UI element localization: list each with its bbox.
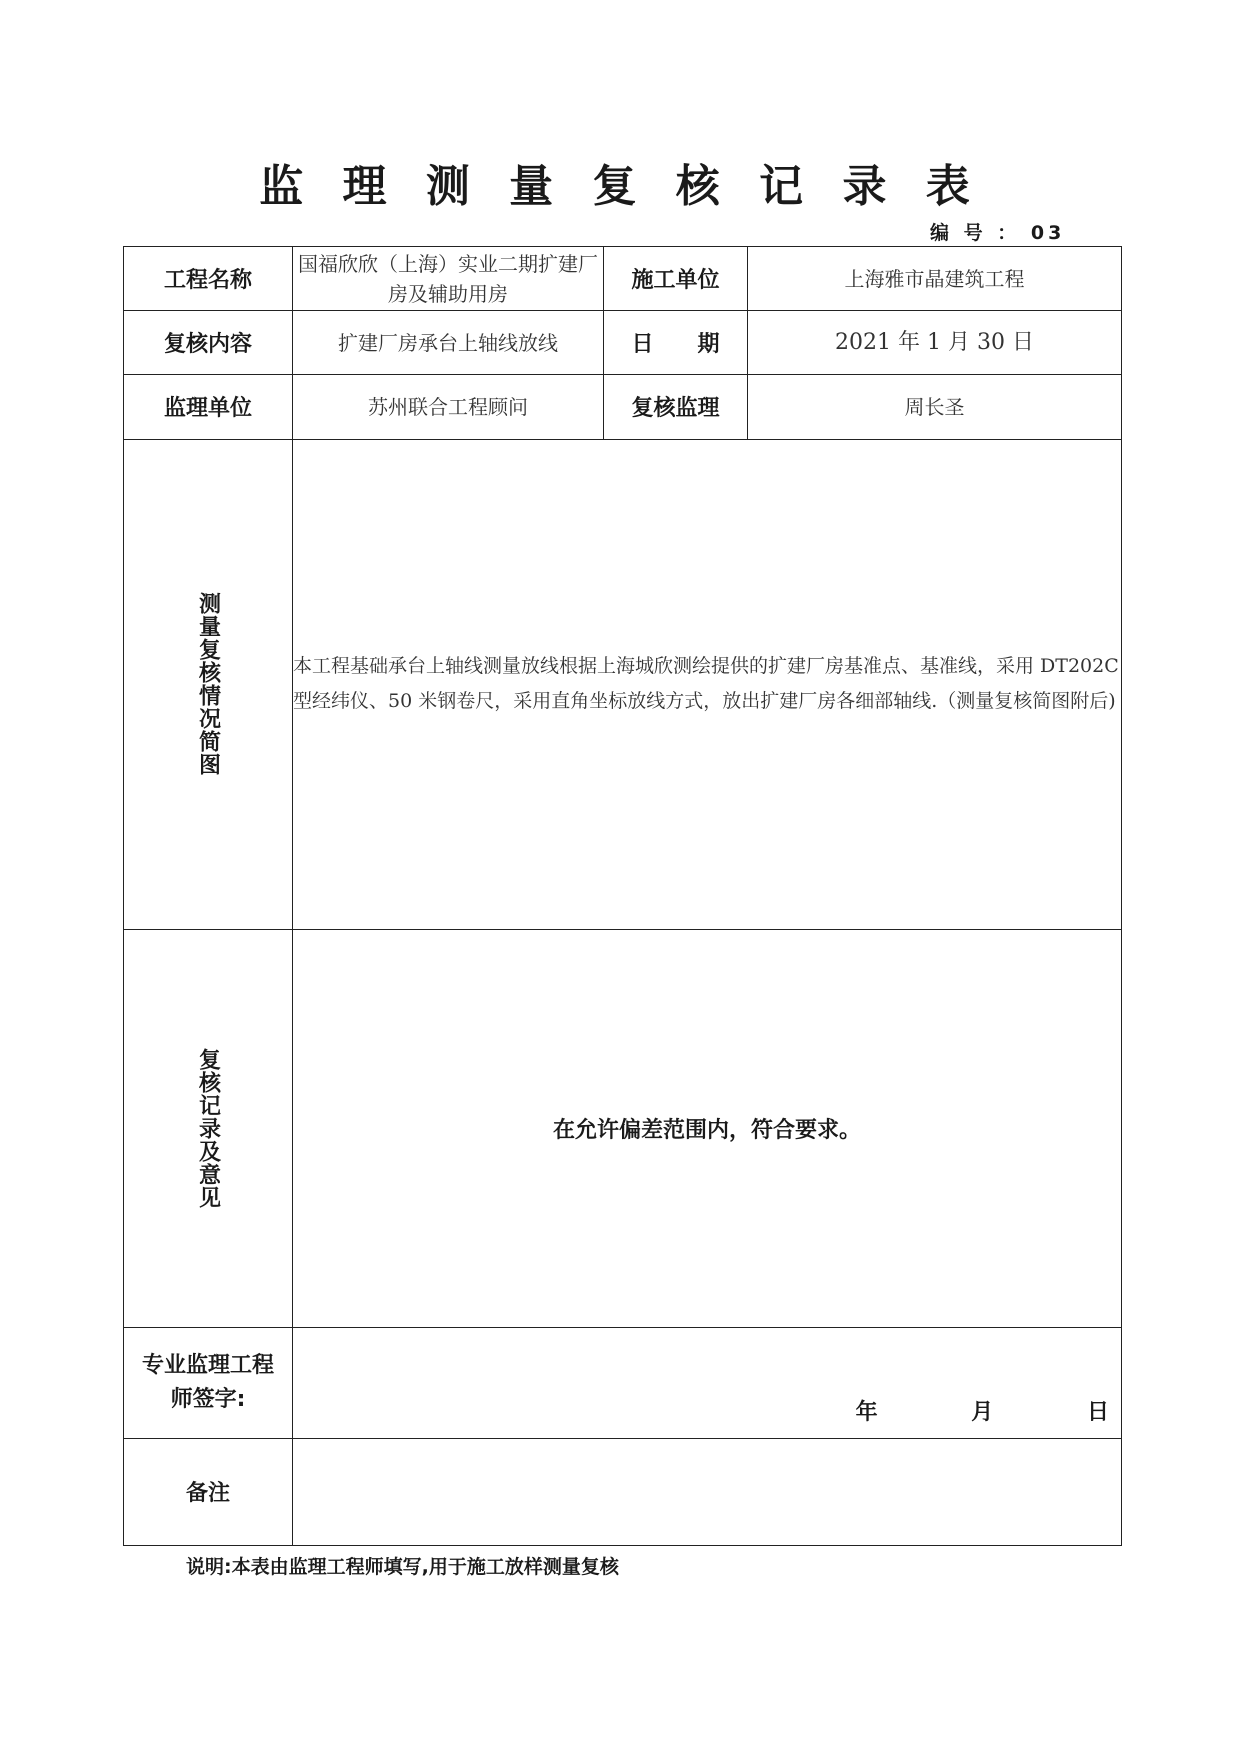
review-content-value: 扩建厂房承台上轴线放线 [293,311,604,375]
contractor-value: 上海雅市晶建筑工程 [748,247,1122,311]
signature-day: 日 [1086,1399,1109,1425]
date-value: 2021 年 1 月 30 日 [748,311,1122,375]
remarks-value [293,1438,1122,1545]
reviewer-value: 周长圣 [748,375,1122,439]
signature-cell [293,1328,1122,1438]
survey-label-cell [124,439,293,930]
review-content-label: 复核内容 [124,311,293,375]
signature-label: 专业监理工程师签字: [124,1328,293,1438]
project-name-value: 国福欣欣（上海）实业二期扩建厂房及辅助用房 [293,247,604,311]
project-name-label: 工程名称 [124,247,293,311]
survey-description: 本工程基础承台上轴线测量放线根据上海城欣测绘提供的扩建厂房基准点、基准线，采用 DT202C 型经纬仪、50 米钢卷尺，采用直角坐标放线方式，放出扩建厂房各细部轴线.（测量复核简图附后) [293,439,1122,930]
supervisor-unit-value: 苏州联合工程顾问 [293,375,604,439]
row-project [124,247,1122,311]
serial-number: 编 号 ： 03 [930,222,1066,244]
row-signature [124,1328,1122,1438]
supervisor-unit-label: 监理单位 [124,375,293,439]
signature-date [810,1395,1109,1426]
row-review-content [124,311,1122,375]
survey-label: 测量复核情况简图 [195,592,221,777]
signature-month: 月 [971,1399,994,1425]
signature-year: 年 [855,1399,878,1425]
remarks-label: 备注 [124,1438,293,1545]
survey-review-form [123,246,1122,1546]
opinion-text: 在允许偏差范围内，符合要求。 [293,930,1122,1328]
contractor-label: 施工单位 [604,247,748,311]
reviewer-label: 复核监理 [604,375,748,439]
row-opinion [124,930,1122,1328]
row-survey [124,439,1122,930]
page-title: 监 理 测 量 复 核 记 录 表 [259,161,982,212]
opinion-label-cell [124,930,293,1328]
row-supervisor [124,375,1122,439]
footnote: 说明:本表由监理工程师填写,用于施工放样测量复核 [186,1556,619,1578]
row-remarks [124,1438,1122,1545]
date-label: 日 期 [604,311,748,375]
opinion-label: 复核记录及意见 [195,1048,221,1210]
